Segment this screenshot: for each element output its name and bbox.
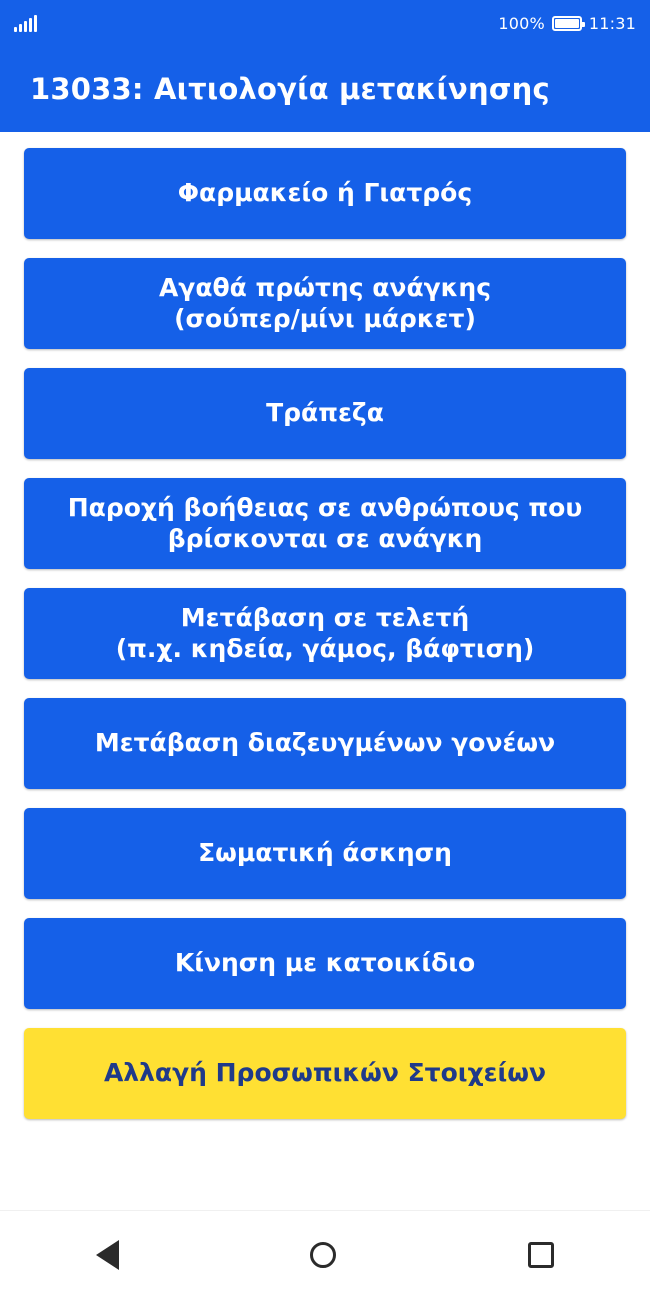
status-bar-left: [14, 14, 37, 32]
page-title: 13033: Αιτιολογία μετακίνησης: [30, 72, 550, 106]
button-label: Σωματική άσκηση: [198, 838, 452, 868]
button-label: Αλλαγή Προσωπικών Στοιχείων: [103, 1058, 547, 1088]
status-bar: [0, 0, 650, 46]
battery-percent-label: 100%: [498, 13, 545, 33]
reason-help-people-in-need-button[interactable]: [24, 478, 626, 569]
button-label: Μετάβαση σε τελετή: [180, 603, 470, 632]
back-triangle-icon[interactable]: [96, 1240, 119, 1270]
app-bar: [0, 46, 650, 132]
change-personal-details-button[interactable]: [24, 1028, 626, 1119]
button-label: Φαρμακείο ή Γιατρός: [177, 178, 473, 208]
button-label-line2: (π.χ. κηδεία, γάμος, βάφτιση): [115, 633, 535, 663]
reason-divorced-parents-button[interactable]: [24, 698, 626, 789]
reason-physical-exercise-button[interactable]: [24, 808, 626, 899]
button-label: Κίνηση με κατοικίδιο: [174, 948, 476, 978]
button-label: Τράπεζα: [266, 398, 384, 428]
home-circle-icon[interactable]: [310, 1242, 336, 1268]
button-label: Μετάβαση διαζευγμένων γονέων: [94, 728, 556, 758]
reason-essential-goods-button[interactable]: [24, 258, 626, 349]
reason-ceremony-button[interactable]: [24, 588, 626, 679]
reason-list: [0, 132, 650, 1210]
reason-pharmacy-doctor-button[interactable]: [24, 148, 626, 239]
button-label: Παροχή βοήθειας σε ανθρώπους που: [67, 493, 583, 522]
recents-square-icon[interactable]: [528, 1242, 554, 1268]
system-navigation-bar: [0, 1210, 650, 1299]
reason-bank-button[interactable]: [24, 368, 626, 459]
button-label-line2: (σούπερ/μίνι μάρκετ): [174, 303, 476, 333]
clock-label: 11:31: [588, 13, 636, 33]
reason-pet-walk-button[interactable]: [24, 918, 626, 1009]
button-label-line2: βρίσκονται σε ανάγκη: [167, 523, 483, 553]
button-label: Αγαθά πρώτης ανάγκης: [158, 273, 492, 302]
signal-bars-icon: [14, 14, 37, 32]
battery-full-icon: [552, 16, 582, 31]
status-bar-right: [498, 14, 636, 33]
